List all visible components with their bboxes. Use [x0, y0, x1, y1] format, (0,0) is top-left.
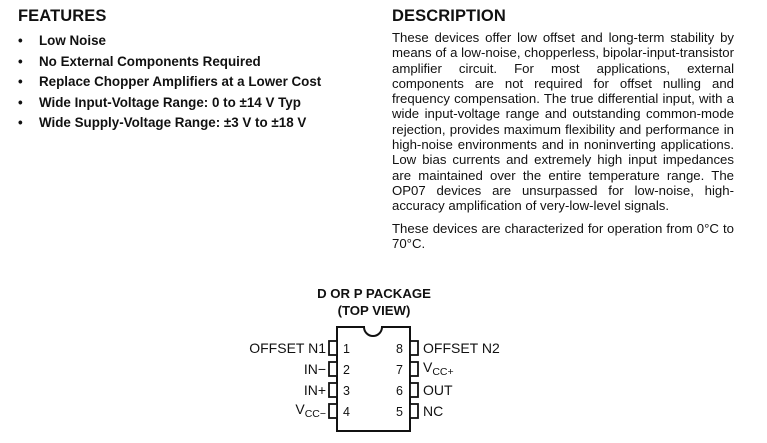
- feature-text: Replace Chopper Amplifiers at a Lower Cost: [39, 74, 322, 89]
- pin-4-label-main: V: [295, 401, 305, 417]
- bullet-icon: •: [18, 33, 23, 48]
- pin-7-label: [423, 359, 454, 378]
- features-section: [18, 6, 378, 134]
- feature-text: Low Noise: [39, 33, 106, 48]
- pin-4-lead: [329, 404, 337, 418]
- feature-item: [18, 72, 378, 93]
- bullet-icon: •: [18, 115, 23, 130]
- feature-text: Wide Input-Voltage Range: 0 to ±14 V Typ: [39, 94, 301, 110]
- description-heading: DESCRIPTION: [392, 7, 506, 25]
- feature-item: [18, 93, 378, 114]
- features-heading: FEATURES: [18, 7, 107, 25]
- pin-4-label: [295, 401, 326, 420]
- bullet-icon: •: [18, 94, 23, 110]
- feature-text: No External Components Required: [39, 53, 261, 69]
- feature-item: [18, 113, 378, 134]
- pin-3-number: 3: [343, 384, 350, 398]
- feature-item: [18, 52, 378, 73]
- feature-item: [18, 31, 378, 52]
- pin-5-number: 5: [396, 405, 403, 419]
- pinout-diagram: [240, 286, 530, 436]
- pin-2-number: 2: [343, 363, 350, 377]
- pin-4-number: 4: [343, 405, 350, 419]
- pin-1-label: OFFSET N1: [249, 340, 326, 356]
- pin-1-lead: [329, 341, 337, 355]
- pin-5-lead: [410, 404, 418, 418]
- pin-5-label: NC: [423, 403, 444, 419]
- pin-8-lead: [410, 341, 418, 355]
- pin-6-number: 6: [396, 384, 403, 398]
- pin-7-label-main: V: [423, 359, 433, 375]
- pin-2-lead: [329, 362, 337, 376]
- description-paragraph: These devices offer low offset and long-term stability by means of a low-noise, chopperless, bipolar-input-transistor amplifier circuit. For most applications, external components are not required for offset nulling and frequency compensation. The true differential input, with a wide input-voltage range and outstanding common-mode rejection, provides maximum flexibility and performance in high-noise environments and in noninverting applications. Low bias currents and extremely high input impedances are maintained over the entire temperature range. The OP07 devices are unsurpassed for low-noise, high-accuracy amplification of very-low-level signals.: [392, 30, 734, 214]
- description-section: [392, 6, 734, 251]
- operating-range-paragraph: These devices are characterized for operation from 0°C to 70°C.: [392, 220, 734, 251]
- pin-6-lead: [410, 383, 418, 397]
- package-view-label: (TOP VIEW): [337, 303, 411, 318]
- package-outline: [240, 286, 530, 436]
- features-list: [18, 31, 378, 134]
- feature-text: Wide Supply-Voltage Range: ±3 V to ±18 V: [39, 115, 307, 130]
- pin-4-label-sub: CC−: [304, 408, 326, 420]
- pin-2-label: IN−: [303, 361, 326, 377]
- pin-8-number: 8: [396, 342, 403, 356]
- pin-6-label: OUT: [423, 382, 453, 398]
- pin-7-label-sub: CC+: [432, 366, 454, 378]
- pin-3-label: IN+: [303, 382, 326, 398]
- pin-8-label: OFFSET N2: [423, 340, 500, 356]
- package-title: D OR P PACKAGE: [317, 286, 431, 301]
- pin-3-lead: [329, 383, 337, 397]
- bullet-icon: •: [18, 53, 23, 69]
- bullet-icon: •: [18, 74, 23, 89]
- pin-7-lead: [410, 362, 418, 376]
- pin-1-number: 1: [343, 342, 350, 356]
- pin-7-number: 7: [396, 363, 403, 377]
